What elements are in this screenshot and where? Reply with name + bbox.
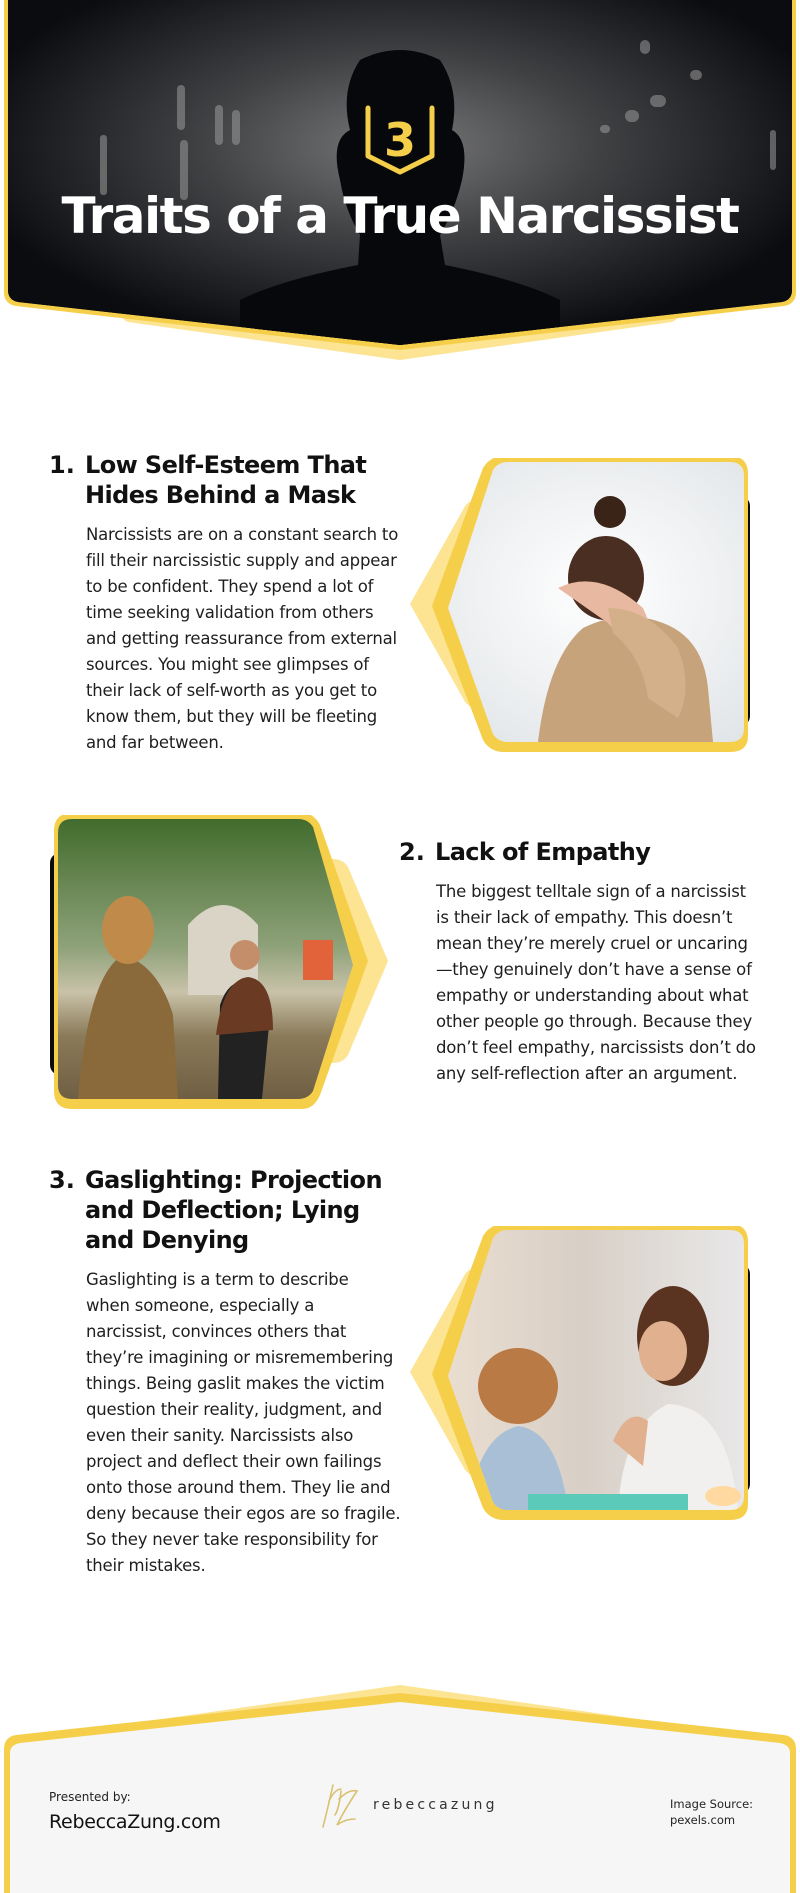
- body-line: to be confident. They spend a lot of: [86, 577, 374, 596]
- body-line: project and deflect their own failings: [86, 1452, 382, 1471]
- body-line: they’re imagining or misremembering: [86, 1348, 394, 1367]
- trait-section-2: [0, 837, 800, 1097]
- body-line: empathy or understanding about what: [436, 986, 749, 1005]
- brand-logo: [315, 1775, 498, 1839]
- presented-by-label: Presented by:: [49, 1790, 131, 1804]
- body-line: is their lack of empathy. This doesn’t: [436, 908, 733, 927]
- number-badge: [364, 104, 436, 180]
- trait-number: 2.: [399, 838, 425, 866]
- body-line: their lack of self-worth as you get to: [86, 681, 377, 700]
- footer: [0, 1665, 800, 1893]
- body-line: things. Being gaslit makes the victim: [86, 1374, 385, 1393]
- body-line: other people go through. Because they: [436, 1012, 753, 1031]
- trait-1-photo: [408, 458, 753, 753]
- hero-background-photo: [0, 0, 800, 365]
- body-line: fill their narcissistic supply and appear: [86, 551, 397, 570]
- body-line: Narcissists are on a constant search to: [86, 525, 399, 544]
- badge-number: 3: [383, 113, 416, 167]
- body-line: So they never take responsibility for: [86, 1530, 378, 1549]
- body-line: —they genuinely don’t have a sense of: [436, 960, 752, 979]
- body-line: and getting reassurance from external: [86, 629, 397, 648]
- body-line: deny because their egos are so fragile.: [86, 1504, 401, 1523]
- body-line: even their sanity. Narcissists also: [86, 1426, 354, 1445]
- body-line: The biggest telltale sign of a narcissist: [436, 882, 746, 901]
- body-line: onto those around them. They lie and: [86, 1478, 391, 1497]
- trait-title: Gaslighting: Projection and Deflection; Lying and Denying: [85, 1166, 382, 1254]
- body-line: question their reality, judgment, and: [86, 1400, 383, 1419]
- presenter-website[interactable]: RebeccaZung.com: [49, 1811, 221, 1833]
- page-title: Traits of a True Narcissist: [61, 187, 739, 245]
- trait-description: [86, 1267, 416, 1579]
- body-line: when someone, especially a: [86, 1296, 315, 1315]
- body-line: don’t feel empathy, narcissists don’t do: [436, 1038, 756, 1057]
- hero-header: [0, 0, 800, 365]
- body-line: know them, but they will be fleeting: [86, 707, 378, 726]
- logo-wordmark: rebeccazung: [373, 1797, 498, 1813]
- trait-description: [86, 522, 416, 756]
- trait-3-photo: [408, 1226, 753, 1521]
- trait-description: [436, 879, 786, 1087]
- body-line: any self-reflection after an argument.: [436, 1064, 738, 1083]
- image-source-label: Image Source:: [670, 1797, 754, 1811]
- body-line: sources. You might see glimpses of: [86, 655, 369, 674]
- body-line: and far between.: [86, 733, 224, 752]
- body-line: their mistakes.: [86, 1556, 206, 1575]
- image-source-value[interactable]: pexels.com: [670, 1813, 736, 1827]
- body-line: mean they’re merely cruel or uncaring: [436, 934, 748, 953]
- trait-title: Lack of Empathy: [435, 838, 651, 866]
- trait-title: Low Self-Esteem That Hides Behind a Mask: [85, 451, 367, 509]
- body-line: time seeking validation from others: [86, 603, 374, 622]
- body-line: narcissist, convinces others that: [86, 1322, 347, 1341]
- trait-number: 3.: [49, 1166, 75, 1194]
- body-line: Gaslighting is a term to describe: [86, 1270, 349, 1289]
- trait-number: 1.: [49, 451, 75, 479]
- signature-monogram-icon: [315, 1775, 375, 1839]
